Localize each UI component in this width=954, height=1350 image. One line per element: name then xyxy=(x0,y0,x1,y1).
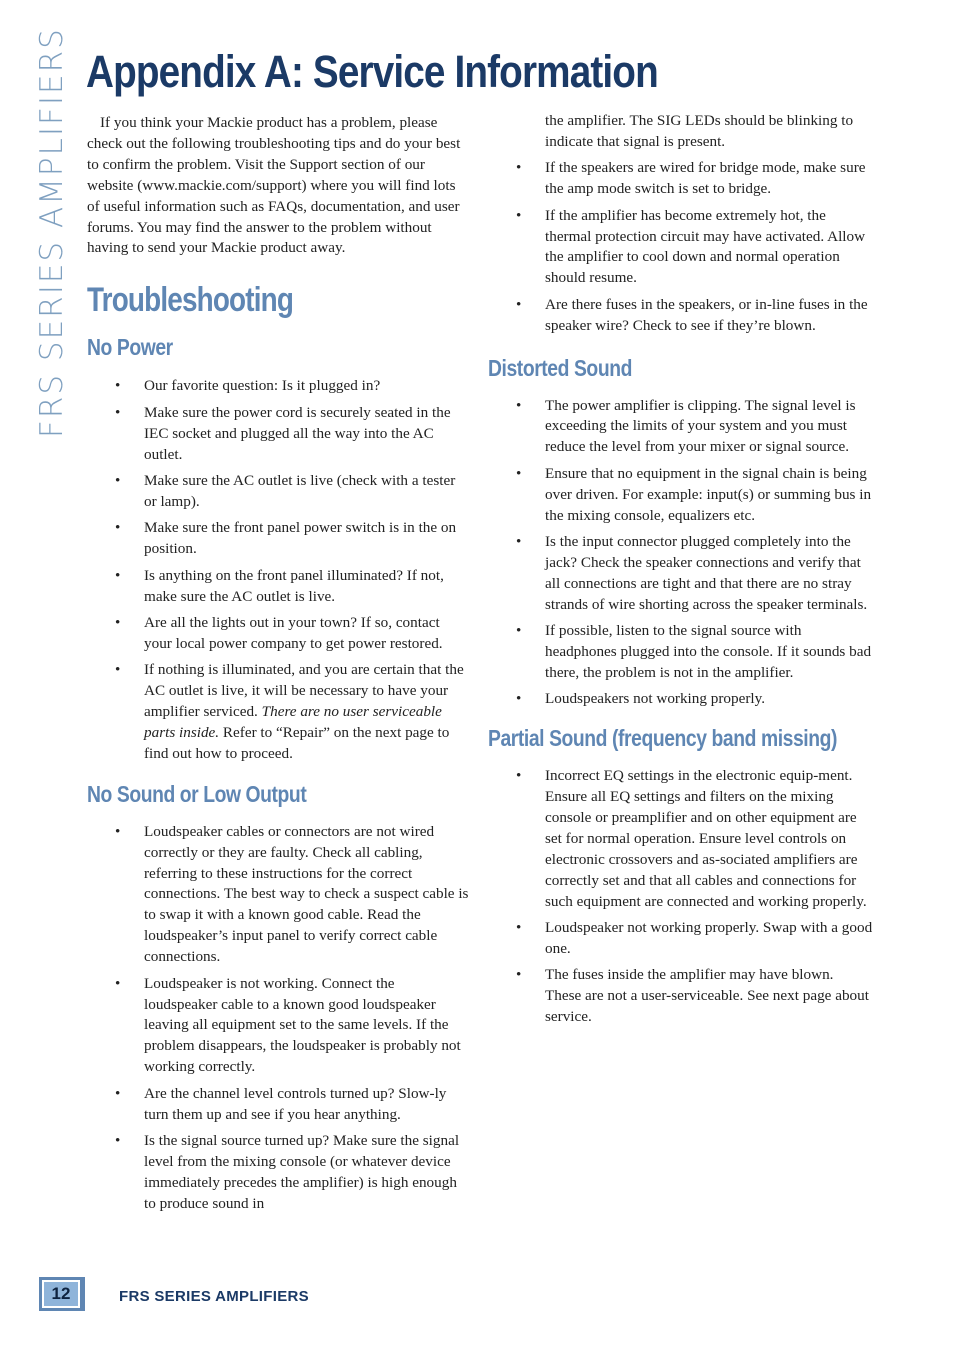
left-column xyxy=(87,113,470,1220)
list-item: • Incorrect EQ settings in the electronic equip-ment. Ensure all EQ settings and filters on the mixing console or preamplifier and on other equipment are set for normal operation. Ensure level controls on electronic crossovers and as-sociated amplifiers are correctly set and that all cables and connections for such equipment are connected and working properly. xyxy=(488,766,873,912)
no-sound-list xyxy=(87,822,470,1215)
page-number: 12 xyxy=(42,1280,80,1308)
list-item: • Are there fuses in the speakers, or in-line fuses in the speaker wire? Check to see if they’re blown. xyxy=(488,295,873,337)
no-sound-list-continued xyxy=(488,158,873,336)
list-item: • Make sure the AC outlet is live (check with a tester or lamp). xyxy=(87,471,470,513)
partial-sound-list xyxy=(488,766,873,1028)
partial-sound-heading: Partial Sound (frequency band missing) xyxy=(488,725,838,752)
list-item: • Is anything on the front panel illuminated? If not, make sure the AC outlet is live. xyxy=(87,566,470,608)
list-item: • Ensure that no equipment in the signal chain is being over driven. For example: input(s) or summing bus in the mixing console, equalizers etc. xyxy=(488,464,873,527)
list-item-text: If nothing is illuminated, and you are certain that the AC outlet is live, it will be necessary to have your amplifier serviced. xyxy=(144,661,464,721)
side-label: FRS SERIES AMPLIFIERS xyxy=(34,27,70,438)
troubleshooting-heading: Troubleshooting xyxy=(87,281,294,320)
list-item: • Is the input connector plugged completely into the jack? Check the speaker connections and verify that all connections are tight and that there are no stray strands of wire shorting across the speaker terminals. xyxy=(488,532,873,616)
list-item xyxy=(87,660,470,765)
list-item: • If possible, listen to the signal source with headphones plugged into the console. If it sounds bad there, the problem is not in the amplifier. xyxy=(488,621,873,684)
distorted-sound-list xyxy=(488,396,873,711)
list-item: • If the amplifier has become extremely hot, the thermal protection circuit may have activated. Allow the amplifier to cool down and normal operation should resume. xyxy=(488,206,873,290)
list-item: • Loudspeakers not working properly. xyxy=(488,689,873,710)
page-number-tab xyxy=(39,1277,85,1311)
list-item-text: Refer to “Repair” on the next page to find out how to proceed. xyxy=(144,723,450,762)
list-item: • Loudspeaker cables or connectors are not wired correctly or they are faulty. Check all cabling, referring to these instructions for the correct connections. The best way to check a suspect cable is to swap it with a known good cable. Read the loudspeaker’s input panel to verify correct cable connections. xyxy=(87,822,470,968)
list-item: • Is the signal source turned up? Make sure the signal level from the mixing console (or whatever device immediately precedes the amplifier) is high enough to produce sound in xyxy=(87,1131,470,1215)
distorted-sound-heading: Distorted Sound xyxy=(488,354,632,381)
list-item: • If the speakers are wired for bridge mode, make sure the amp mode switch is set to bridge. xyxy=(488,158,873,200)
list-item: • Make sure the power cord is securely seated in the IEC socket and plugged all the way into the AC outlet. xyxy=(87,403,470,466)
no-power-list xyxy=(87,376,470,764)
list-item: • Make sure the front panel power switch is in the on position. xyxy=(87,518,470,560)
page-title: Appendix A: Service Information xyxy=(86,46,658,97)
list-item-continuation: the amplifier. The SIG LEDs should be blinking to indicate that signal is present. xyxy=(545,112,854,150)
list-item: • Loudspeaker is not working. Connect the loudspeaker cable to a known good loudspeaker leaving all equipment set to the same levels. If the problem disappears, the loudspeaker is probably not working correctly. xyxy=(87,974,470,1079)
footer-title: FRS SERIES AMPLIFIERS xyxy=(119,1288,309,1305)
list-item: • Are all the lights out in your town? If so, contact your local power company to get power restored. xyxy=(87,613,470,655)
no-power-heading: No Power xyxy=(87,334,173,361)
list-item: • Loudspeaker not working properly. Swap with a good one. xyxy=(488,918,873,960)
no-sound-heading: No Sound or Low Output xyxy=(87,780,307,807)
list-item: • Are the channel level controls turned up? Slow-ly turn them up and see if you hear anything. xyxy=(87,1084,470,1126)
list-item: • The fuses inside the amplifier may have blown. These are not a user-serviceable. See next page about service. xyxy=(488,965,873,1028)
right-column xyxy=(488,111,873,1034)
list-item: • Our favorite question: Is it plugged in? xyxy=(87,376,470,397)
intro-paragraph: If you think your Mackie product has a problem, please check out the following troubleshooting tips and do your best to confirm the problem. Visit the Support section of our website (www.mackie.com/support) where you will find lots of useful information such as FAQs, documentation, and user forums. You may find the answer to the problem without having to send your Mackie product away. xyxy=(87,114,461,257)
list-item: • The power amplifier is clipping. The signal level is exceeding the limits of your system and you must reduce the level from your mixer or signal source. xyxy=(488,396,873,459)
list-item-emphasis: There are no user serviceable parts inside. xyxy=(144,703,442,741)
